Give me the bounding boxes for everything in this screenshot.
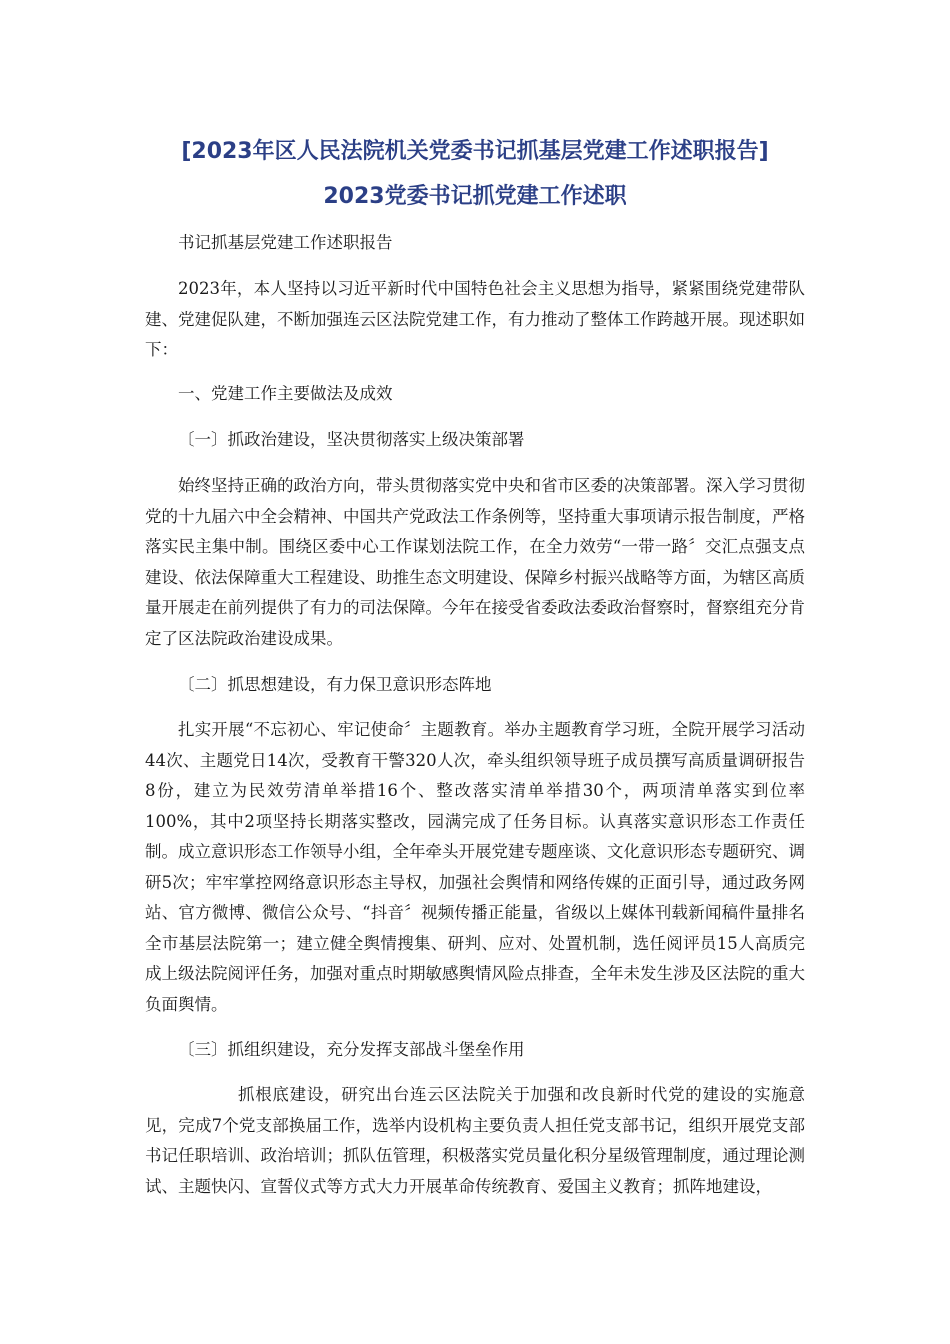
report-subtitle: 书记抓基层党建工作述职报告 — [178, 233, 393, 252]
document-body-block-8 — [145, 1035, 805, 1066]
document-body-block-6 — [145, 670, 805, 701]
subsection-2-paragraph: 扎实开展“不忘初心、牢记使命〞主题教育。举办主题教育学习班，全院开展学习活动44次、主题党日14次，受教育干警320人次，牵头组织领导班子成员撰写高质量调研报告8份，建立为民效劳清单举措16个、整改落实清单举措30个，两项清单落实到位率100%，其中2项坚持长期落实整改，园满完成了任务目标。认真落实意识形态工作责任制。成立意识形态工作领导小组，全年牵头开展党建专题座谈、文化意识形态专题研究、调研5次；牢牢掌控网络意识形态主导权，加强社会舆情和网络传媒的正面引导，通过政务网站、官方微博、微信公众号、“抖音〞视频传播正能量，省级以上媒体刊载新闻稿件量排名全市基层法院第一；建立健全舆情搜集、研判、应对、处置机制，选任阅评员15人高质完成上级法院阅评任务，加强对重点时期敏感舆情风险点排查，全年未发生涉及区法院的重大负面舆情。 — [145, 720, 805, 1014]
document-body-block-5 — [145, 471, 805, 654]
intro-paragraph: 2023年，本人坚持以习近平新时代中国特色社会主义思想为指导，紧紧围绕党建带队建、党建促队建，不断加强连云区法院党建工作，有力推动了整体工作跨越开展。现述职如下： — [145, 279, 805, 359]
document-title-line-1: [2023年区人民法院机关党委书记抓基层党建工作述职报告] — [181, 139, 769, 164]
document-body-block-3 — [145, 379, 805, 410]
section-1-heading: 一、党建工作主要做法及成效 — [178, 384, 393, 403]
subsection-1-heading: 〔一〕抓政治建设，坚决贯彻落实上级决策部署 — [178, 430, 525, 449]
subsection-3-paragraph: 抓根底建设，研究出台连云区法院关于加强和改良新时代党的建设的实施意见，完成7个党支部换届工作，选举内设机构主要负责人担任党支部书记，组织开展党支部书记任职培训、政治培训；抓队伍管理，积极落实党员量化积分星级管理制度，通过理论测试、主题快闪、宣誓仪式等方式大力开展革命传统教育、爱国主义教育；抓阵地建设， — [145, 1085, 805, 1196]
document-body-block-7 — [145, 715, 805, 1020]
subsection-1-paragraph: 始终坚持正确的政治方向，带头贯彻落实党中央和省市区委的决策部署。深入学习贯彻党的十九届六中全会精神、中国共产党政法工作条例等，坚持重大事项请示报告制度，严格落实民主集中制。围绕区委中心工作谋划法院工作，在全力效劳“一带一路〞交汇点强支点建设、依法保障重大工程建设、助推生态文明建设、保障乡村振兴战略等方面，为辖区高质量开展走在前列提供了有力的司法保障。今年在接受省委政法委政治督察时，督察组充分肯定了区法院政治建设成果。 — [145, 476, 805, 648]
document-body-block-1 — [145, 228, 805, 259]
document-body-block-2 — [145, 274, 805, 366]
document-title-line-2: 2023党委书记抓党建工作述职 — [323, 184, 627, 209]
subsection-2-heading: 〔二〕抓思想建设，有力保卫意识形态阵地 — [178, 675, 492, 694]
document-body-block-9 — [145, 1080, 805, 1202]
document-body-block-4 — [145, 425, 805, 456]
subsection-3-heading: 〔三〕抓组织建设，充分发挥支部战斗堡垒作用 — [178, 1040, 525, 1059]
